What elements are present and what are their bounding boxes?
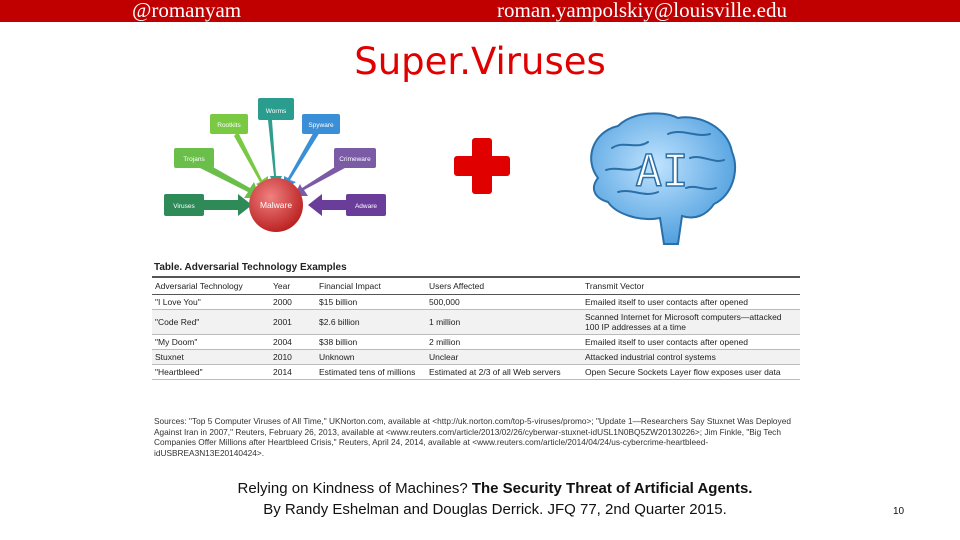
- citation-article-title: The Security Threat of Artificial Agents.: [471, 480, 753, 497]
- node-spyware-label: Spyware: [308, 122, 334, 129]
- node-malware: [249, 178, 303, 232]
- col-header: Adversarial Technology: [152, 277, 270, 295]
- ai-brain-icon: [578, 108, 740, 248]
- node-viruses: [164, 194, 204, 216]
- ai-label: AI: [635, 146, 689, 197]
- adversarial-table: [152, 276, 800, 380]
- col-header: Users Affected: [426, 277, 582, 295]
- table-cell: 2014: [270, 365, 316, 380]
- table-cell: Unknown: [316, 350, 426, 365]
- table-row: [152, 310, 800, 335]
- node-worms-label: Worms: [265, 108, 287, 115]
- node-trojans: [174, 148, 214, 168]
- table-sources: Sources: "Top 5 Computer Viruses of All Time," UKNorton.com, available at <http://uk.norton.com/top-5-viruses/promo>; "Update 1—Researchers Say Stuxnet Was Deployed Against Iran in 2007," Reuters, February 26, 2013, available at <www.reuters.com/article/2013/02/26/cyberwar-stuxnet-idUSL1N0BQ5ZW20130226>; Jim Finkle, "Big Tech Companies Offer Millions after Heartbleed Crisis," Reuters, April 24, 2014, available at <www.reuters.com/article/2014/04/24/us-cybercrime-heartbleed-idUSBREA3N13E20140424>.: [154, 416, 791, 458]
- table-cell: 2010: [270, 350, 316, 365]
- table-cell: Open Secure Sockets Layer flow exposes user data: [582, 365, 800, 380]
- col-header: Year: [270, 277, 316, 295]
- node-adware-label: Adware: [354, 203, 378, 210]
- table-row: [152, 365, 800, 380]
- table-cell: $38 billion: [316, 335, 426, 350]
- table-row: [152, 295, 800, 310]
- table-cell: Emailed itself to user contacts after opened: [582, 295, 800, 310]
- node-crimeware: [334, 148, 376, 168]
- col-header: Financial Impact: [316, 277, 426, 295]
- table-cell: 1 million: [426, 310, 582, 335]
- node-viruses-label: Viruses: [173, 203, 195, 210]
- table-row: [152, 335, 800, 350]
- table-cell: $2.6 billion: [316, 310, 426, 335]
- table-cell: 500,000: [426, 295, 582, 310]
- table-cell: 2000: [270, 295, 316, 310]
- header-bar: [0, 0, 960, 22]
- author-handle: @romanyam: [132, 0, 242, 22]
- table-title: Table. Adversarial Technology Examples: [154, 262, 347, 273]
- node-spyware: [302, 114, 340, 134]
- table-cell: Estimated at 2/3 of all Web servers: [426, 365, 582, 380]
- table-cell: 2004: [270, 335, 316, 350]
- arrow-worms: [268, 120, 282, 188]
- node-worms: [258, 98, 294, 120]
- node-adware: [346, 194, 386, 216]
- table-row: [152, 350, 800, 365]
- table-cell: Attacked industrial control systems: [582, 350, 800, 365]
- page-number: 10: [893, 506, 905, 517]
- table-cell: 2 million: [426, 335, 582, 350]
- slide-title: Super.Viruses: [354, 40, 606, 83]
- node-malware-label: Malware: [259, 200, 293, 210]
- table-cell: $15 billion: [316, 295, 426, 310]
- table-cell: 2001: [270, 310, 316, 335]
- node-rootkits-label: Rootkits: [217, 122, 241, 129]
- table-cell: "Code Red": [152, 310, 270, 335]
- citation-caption: [0, 478, 960, 520]
- table-cell: Scanned Internet for Microsoft computers—attacked 100 IP addresses at a time: [582, 310, 800, 335]
- table-cell: Emailed itself to user contacts after opened: [582, 335, 800, 350]
- malware-diagram: [160, 92, 400, 238]
- table-header-row: [152, 277, 800, 295]
- node-rootkits: [210, 114, 248, 134]
- plus-icon: [452, 136, 512, 196]
- table-cell: "My Doom": [152, 335, 270, 350]
- citation-line-1: [0, 478, 960, 499]
- arrow-viruses: [200, 194, 252, 216]
- table-cell: Estimated tens of millions: [316, 365, 426, 380]
- author-email: roman.yampolskiy@louisville.edu: [497, 0, 787, 22]
- node-crimeware-label: Crimeware: [339, 156, 371, 163]
- node-trojans-label: Trojans: [183, 156, 205, 163]
- table-cell: "I Love You": [152, 295, 270, 310]
- citation-lead: Relying on Kindness of Machines?: [237, 480, 472, 497]
- col-header: Transmit Vector: [582, 277, 800, 295]
- table-cell: Stuxnet: [152, 350, 270, 365]
- table-cell: "Heartbleed": [152, 365, 270, 380]
- table-cell: Unclear: [426, 350, 582, 365]
- citation-line-2: By Randy Eshelman and Douglas Derrick. JFQ 77, 2nd Quarter 2015.: [263, 501, 727, 518]
